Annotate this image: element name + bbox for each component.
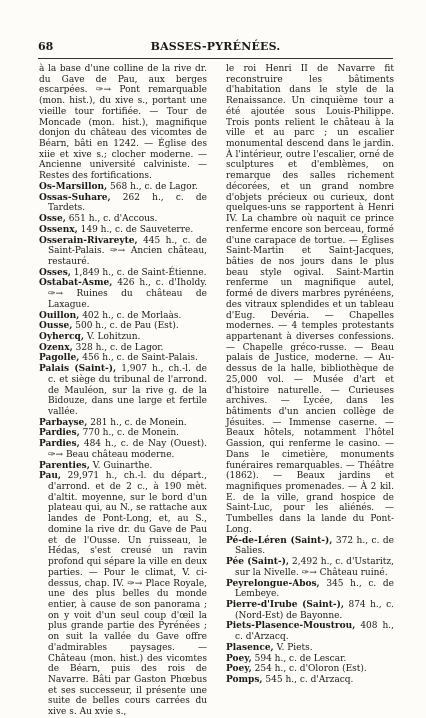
entry-text: 594 h., c. de Lescar.: [251, 653, 347, 664]
entry-name: Pé-de-Léren (Saint-),: [226, 535, 333, 546]
entry-name: Parenties,: [39, 460, 90, 471]
gazetteer-entry: [226, 621, 394, 642]
entry-text: 2,492 h., c. d'Ustaritz, sur la Nivelle. ✑→ Château ruiné.: [235, 557, 395, 578]
entry-text: 484 h., c. de Nay (Ouest). ✑→ Beau château moderne.: [48, 439, 207, 460]
gazetteer-entry: [39, 182, 207, 193]
gazetteer-entry: [39, 214, 207, 225]
gazetteer-entry: [39, 278, 207, 310]
entry-text: 281 h., c. de Monein.: [87, 417, 187, 428]
gazetteer-entry: [226, 654, 394, 665]
gazetteer-entry: [39, 418, 207, 429]
entry-text: V. Piets.: [273, 642, 313, 653]
entry-name: Osserain-Rivareyte,: [39, 235, 138, 246]
entry-name: Peyrelongue-Abos,: [226, 578, 320, 589]
entry-text: 328 h., c. de Lagor.: [72, 342, 164, 353]
entry-name: Poey,: [226, 653, 252, 664]
entry-text: 254 h., c. d'Oloron (Est).: [251, 664, 367, 675]
gazetteer-entry: [226, 675, 394, 686]
entry-name: Ousse,: [39, 321, 73, 332]
entry-name: Ostabat-Asme,: [39, 278, 113, 289]
entry-text: 345 h., c. de Lembeye.: [235, 578, 394, 600]
page-number: 68: [38, 40, 54, 53]
entry-text: V. Guinarthe.: [89, 460, 153, 471]
entry-name: Osse,: [39, 214, 66, 225]
entry-name: Oyhercq,: [39, 331, 84, 342]
entry-text: 262 h., c. de Tardets.: [48, 192, 207, 214]
gazetteer-entry: [39, 353, 207, 364]
gazetteer-entry: [39, 321, 207, 332]
header-rule: [38, 58, 393, 59]
gazetteer-entry: [39, 364, 207, 418]
entry-text: 426 h., c. d'Iholdy. ✑→ Ruines du château de Laxague.: [48, 278, 207, 310]
entry-text: 408 h., c. d'Arzacq.: [235, 621, 394, 643]
entry-text: 770 h., c. de Monein.: [79, 428, 180, 439]
entry-text: 445 h., c. de Saint-Palais. ✑→ Ancien château, restauré.: [48, 235, 207, 267]
entry-name: Parbayse,: [39, 417, 88, 428]
entry-name: Poey,: [226, 664, 252, 675]
gazetteer-entry: [39, 461, 207, 472]
gazetteer-entry: [226, 557, 394, 578]
entry-name: Ozenx,: [39, 342, 73, 353]
entry-text: 500 h., c. de Pau (Est).: [72, 321, 179, 332]
gazetteer-entry: [39, 343, 207, 354]
gazetteer-entry: [39, 236, 207, 268]
entry-name: Piets-Plasence-Moustrou,: [226, 621, 356, 632]
entry-name: Pée (Saint-),: [226, 557, 290, 568]
entry-name: Pierre-d'Irube (Saint-),: [226, 599, 344, 610]
entry-text: 456 h., c. de Saint-Palais.: [79, 353, 198, 364]
entry-text: 874 h., c. (Nord-Est) de Bayonne.: [235, 599, 394, 621]
entry-name: Ouillon,: [39, 310, 80, 321]
gazetteer-entry: [226, 579, 394, 600]
gazetteer-entry: [39, 332, 207, 343]
entry-text: 372 h., c. de Salies.: [235, 535, 394, 557]
gazetteer-entry: [226, 664, 394, 675]
entry-name: Ossenx,: [39, 224, 78, 235]
entry-name: Pardies,: [39, 439, 80, 450]
entry-continuation: [226, 64, 394, 536]
gazetteer-entry: [226, 643, 394, 654]
entry-text: 651 h., c. d'Accous.: [65, 214, 158, 225]
entry-name: Pardies,: [39, 428, 80, 439]
gazetteer-entry: [39, 439, 207, 460]
entry-name: Pau,: [39, 471, 62, 482]
entry-name: Palais (Saint-),: [39, 364, 117, 375]
left-column: [39, 64, 207, 718]
gazetteer-entry: [39, 471, 207, 718]
entry-name: Ossas-Suhare,: [39, 192, 111, 203]
entry-name: Pomps,: [226, 674, 263, 685]
gazetteer-entry: [39, 311, 207, 322]
entry-text: 545 h., c. d'Arzacq.: [262, 674, 354, 685]
gazetteer-entry: [226, 600, 394, 621]
entry-text: 568 h., c. de Lagor.: [107, 181, 198, 192]
entry-name: Pagolle,: [39, 353, 80, 364]
right-column: [226, 64, 394, 686]
running-title: BASSES-PYRÉNÉES.: [150, 40, 281, 53]
entry-continuation: [39, 64, 207, 182]
gazetteer-entry: [39, 268, 207, 279]
entry-text: 1,849 h., c. de Saint-Étienne.: [70, 267, 207, 278]
gazetteer-entry: [39, 193, 207, 214]
entry-text: le roi Henri II de Navarre fit reconstruire les bâtiments d'habitation dans le style de la Renaissance. Un cinquième tour a été ajoutée sous Louis-Philippe. Trois ponts relient le château à la ville et au parc ; un escalier monumental descend dans le jardin. À l'intérieur, outre l'escalier, orné de sculptures et d'emblèmes, on remarque des salles richement décorées, et un grand nombre d'objets précieux ou curieux, dont quelques-uns se rapportent à Henri IV. La chambre où naquit ce prince renferme encore son berceau, formé d'une carapace de tortue. — Églises Saint-Martin et Saint-Jacques, bâties de nos jours dans le plus beau style ogival. Saint-Martin renferme un magnifique autel, formé de divers marbres pyrénéens, des vitraux splendides et un tableau d'Eug. Devéria. — Chapelles modernes. — 4 temples protestants appartenant à diverses confessions. — Chapelle gréco-russe. — Beau palais de Justice, moderne. — Au-dessus de la halle, bibliothèque de 25,000 vol. — Musée d'art et d'histoire naturelle. — Curieuses archives. — Lycée, dans les bâtiments d'un ancien collège de Jésuites. — Immense caserne. — Beaux hôtels, notamment l'hôtel Gassion, qui renferme le casino. — Dans le cimetière, monuments funéraires remarquables. — Théâtre (1862). — Beaux jardins et magnifiques promenades. — À 2 kil. E. de la ville, grand hospice de Saint-Luc, pour les aliénés. — Tumbelles dans la lande du Pont-Long.: [226, 64, 394, 535]
gazetteer-entry: [39, 225, 207, 236]
gazetteer-entry: [39, 428, 207, 439]
entry-name: Osses,: [39, 267, 71, 278]
entry-text: 29,971 h., ch.-l. du départ., d'arrond. et de 2 c., à 190 mèt. d'altit. moyenne, sur le bord d'un plateau qui, au N., se rattache aux landes de Pont-Long, et, au S., domine la rive dr. du Gave de Pau et de l'Ousse. Un ruisseau, le Hédas, s'est creusé un ravin profond qui sépare la ville en deux parties. — Pour le climat, V. ci-dessus, chap. IV. ✑→ Place Royale, une des plus belles du monde entier, à cause de son panorama ; on y voit d'un seul coup d'œil la plus grande partie des Pyrénées ; on suit la vallée du Gave offre d'admirables paysages. — Château (mon. hist.) des vicomtes de Béarn, puis des rois de Navarre. Bâti par Gaston Phœbus et ses successeur, il présente une suite de belles cours carrées du xive s. Au xvie s.,: [48, 471, 207, 718]
entry-name: Os-Marsillon,: [39, 181, 108, 192]
entry-text: V. Lohitzun.: [84, 331, 141, 342]
page-header: [38, 40, 393, 54]
entry-text: 1,907 h., ch.-l. de c. et siège du tribunal de l'arrond. de Mauléon, sur la rive g. de la Bidouze, dans une large et fertile vallée.: [48, 364, 207, 417]
entry-text: à la base d'une colline de la rive dr. du Gave de Pau, aux berges escarpées. ✑→ Pont remarquable (mon. hist.), du xive s., portant une vieille tour fortifiée. — Tour de Moncade (mon. hist.), magnifique donjon du château des vicomtes de Béarn, bâti en 1242. — Église des xiie et xive s.; clocher moderne. — Ancienne université calviniste. — Restes des fortifications.: [39, 64, 207, 182]
entry-name: Plasence,: [226, 642, 274, 653]
entry-text: 149 h., c. de Sauveterre.: [77, 224, 194, 235]
entry-text: 402 h., c. de Morlaàs.: [79, 310, 182, 321]
gazetteer-entry: [226, 536, 394, 557]
